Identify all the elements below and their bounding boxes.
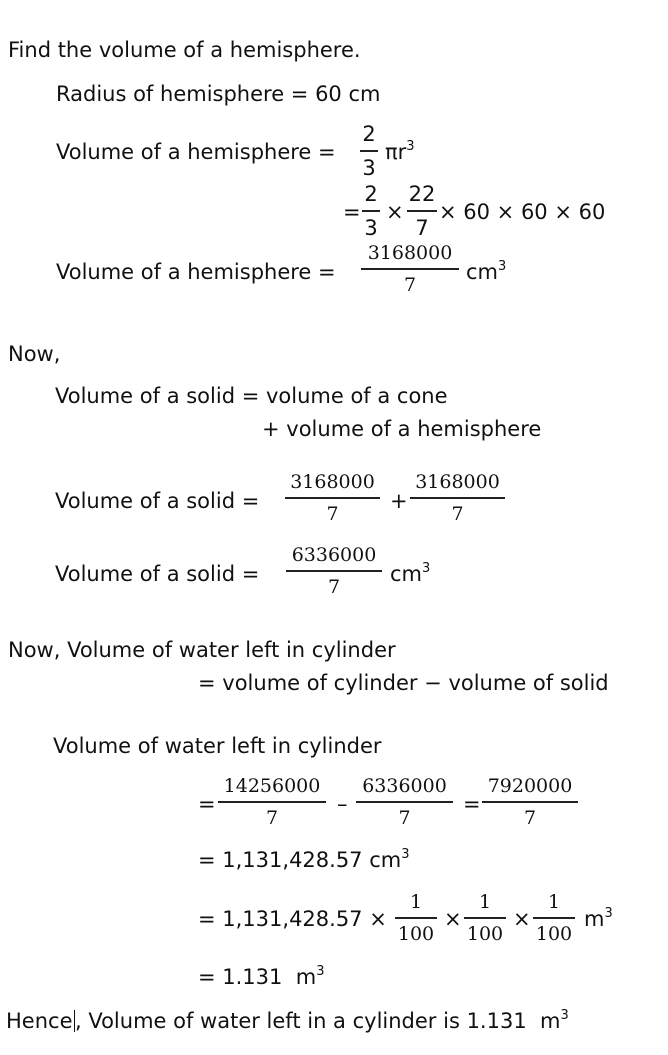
water-calc-equals: = [198,792,216,816]
hemi-result-fraction [361,244,459,295]
conclusion-hence: Hence [6,1009,73,1033]
fraction-numerator: 1 [409,891,423,913]
now-label: Now, [8,342,61,366]
water-conv-lead: = 1,131,428.57 × [198,907,387,931]
hemi-calc-fraction-2-3 [362,184,380,239]
fraction-bar [410,497,505,499]
water-conv-fraction-3 [533,893,575,944]
problem-heading: Find the volume of a hemisphere. [8,38,361,62]
fraction-numerator: 2 [364,182,378,206]
solid-result-unit [390,561,431,586]
water-label: Volume of water left in cylinder [53,734,382,758]
cube-exponent: 3 [406,139,415,154]
hemi-calc-times: × [386,200,404,224]
water-calc-fraction-2 [356,777,453,828]
fraction-bar [395,917,437,919]
solid-def-line1: Volume of a solid = volume of a cone [55,384,448,408]
fraction-denominator: 100 [535,922,573,945]
cube-exponent: 3 [560,1008,569,1023]
hemi-formula-rhs [385,139,415,164]
water-conv-unit [584,906,613,931]
water-m-text: = 1.131 m [198,965,317,989]
fraction-denominator: 100 [466,922,504,945]
fraction-denominator: 7 [523,806,537,829]
hemi-formula-fraction [360,124,378,179]
hemi-calc-fraction-22-7 [407,184,437,239]
hemi-result-unit [466,259,507,284]
fraction-numerator: 3168000 [367,242,453,264]
water-conv-fraction-1 [395,893,437,944]
fraction-denominator: 100 [397,922,435,945]
fraction-denominator: 3 [362,155,376,180]
fraction-denominator: 7 [327,575,341,598]
fraction-bar [464,917,506,919]
water-cm-line [198,847,410,872]
fraction-bar [362,210,380,212]
solid-sum-fraction-2 [410,473,505,524]
hemi-formula-lhs: Volume of a hemisphere = [56,140,336,164]
fraction-bar [407,210,437,212]
water-calc-equals-2: = [463,792,481,816]
unit-text: cm [466,260,499,284]
radius-line: Radius of hemisphere = 60 cm [56,82,381,106]
cube-exponent: 3 [498,259,507,274]
fraction-bar [360,150,378,152]
solid-sum-plus: + [390,489,408,513]
fraction-numerator: 7920000 [487,775,573,797]
solid-def-line2: + volume of a hemisphere [262,417,542,441]
water-conv-fraction-2 [464,893,506,944]
fraction-numerator: 1 [547,891,561,913]
fraction-bar [356,801,453,803]
water-calc-minus: – [337,792,348,816]
hemi-calc-rest: × 60 × 60 × 60 [439,200,606,224]
unit-text: cm [390,562,423,586]
conclusion-line [6,1010,569,1032]
water-def-line2: = volume of cylinder − volume of solid [198,671,609,695]
hemi-result-lhs: Volume of a hemisphere = [56,260,336,284]
solid-sum-fraction-1 [285,473,380,524]
fraction-bar [533,917,575,919]
conclusion-text: , Volume of water left in a cylinder is 1.131 m [75,1009,561,1033]
fraction-denominator: 7 [415,215,429,240]
water-calc-fraction-3 [482,777,578,828]
fraction-bar [286,570,382,572]
unit-text: m [584,907,605,931]
fraction-bar [218,801,326,803]
cube-exponent: 3 [401,847,410,862]
solid-result-fraction [286,546,382,597]
fraction-numerator: 2 [362,122,376,146]
fraction-bar [482,801,578,803]
fraction-numerator: 3168000 [415,471,500,493]
fraction-denominator: 7 [451,502,464,525]
fraction-numerator: 6336000 [362,775,447,797]
water-calc-fraction-1 [218,777,326,828]
fraction-denominator: 7 [326,502,339,525]
fraction-numerator: 22 [408,182,436,206]
fraction-bar [361,268,459,270]
hemi-calc-equals: = [343,200,361,224]
fraction-bar [285,497,380,499]
water-cm-text: = 1,131,428.57 cm [198,848,402,872]
water-conv-times-1: × [444,907,462,931]
cube-exponent: 3 [422,561,431,576]
cube-exponent: 3 [316,964,325,979]
fraction-denominator: 7 [403,273,417,296]
fraction-numerator: 6336000 [291,544,377,566]
fraction-numerator: 1 [478,891,492,913]
fraction-denominator: 7 [265,806,279,829]
water-def-line1: Now, Volume of water left in cylinder [8,638,396,662]
fraction-denominator: 7 [398,806,411,829]
water-m-line [198,964,325,989]
fraction-denominator: 3 [364,215,378,240]
fraction-numerator: 14256000 [223,775,321,797]
pi-r-term: πr [385,140,407,164]
cube-exponent: 3 [604,906,613,921]
solid-result-lhs: Volume of a solid = [55,562,260,586]
fraction-numerator: 3168000 [290,471,375,493]
solid-sum-lhs: Volume of a solid = [55,489,260,513]
water-conv-times-2: × [513,907,531,931]
